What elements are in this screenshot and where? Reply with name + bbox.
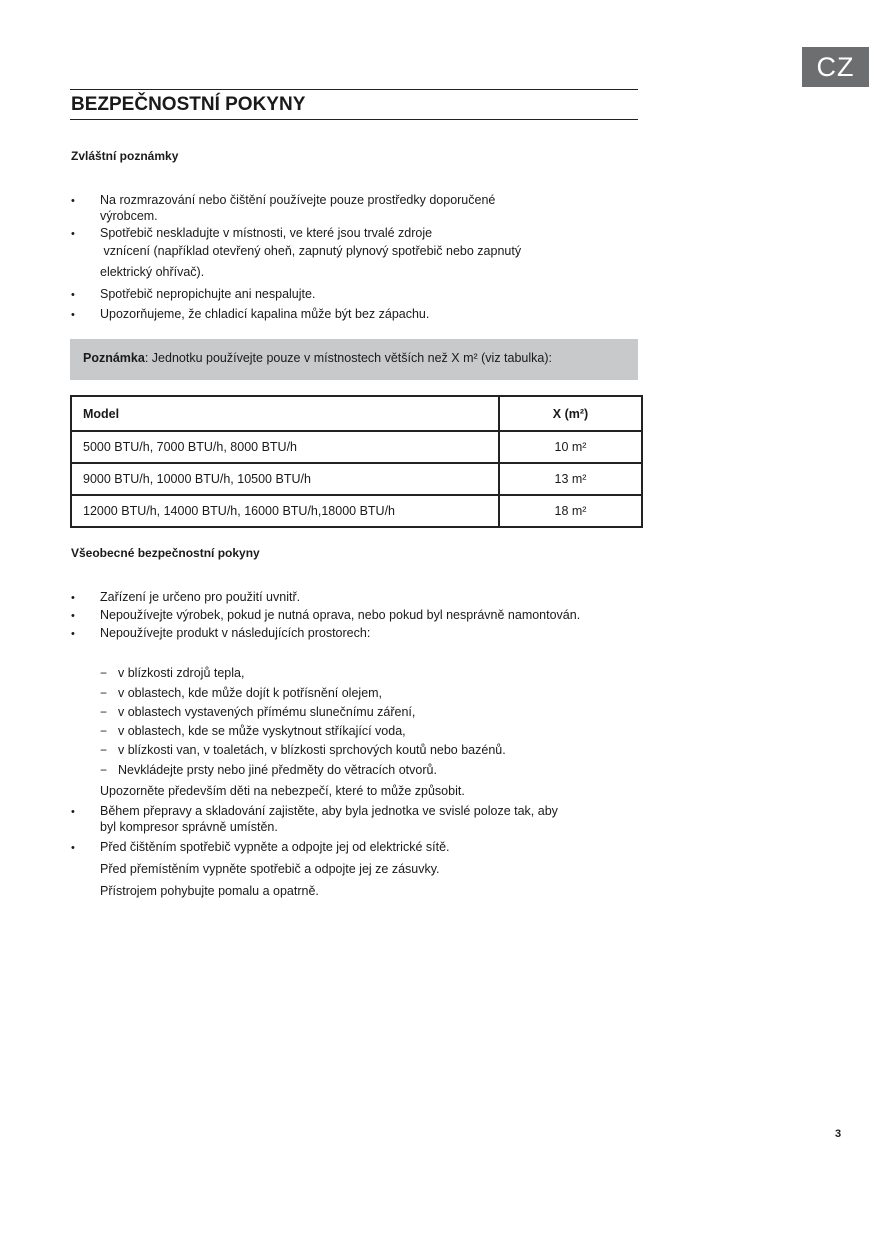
table-cell-area: 13 m² (499, 463, 642, 495)
table-cell-model: 9000 BTU/h, 10000 BTU/h, 10500 BTU/h (71, 463, 499, 495)
title-rule-top (70, 89, 638, 90)
bullet-marker: • (71, 309, 75, 321)
location-item: Nevkládejte prsty nebo jiné předměty do větracích otvorů. (118, 763, 437, 777)
special-item-4: Upozorňujeme, že chladicí kapalina může být bez zápachu. (100, 307, 430, 321)
cleaning-bullet: Před čištěním spotřebič vypněte a odpojte jej od elektrické sítě. (100, 840, 450, 854)
special-item-3: Spotřebič nepropichujte ani nespalujte. (100, 287, 316, 301)
bullet-marker: • (71, 228, 75, 240)
note-box (70, 339, 638, 380)
note-label: Poznámka (83, 351, 145, 365)
table-header-row (71, 396, 642, 431)
special-item-1-line-2: výrobcem. (100, 209, 158, 223)
relocation-line: Před přemístěním vypněte spotřebič a odpojte jej ze zásuvky. (100, 862, 440, 876)
dash-marker: − (100, 686, 108, 700)
general-bullet-2: Nepoužívejte výrobek, pokud je nutná oprava, nebo pokud byl nesprávně namontován. (100, 608, 581, 622)
special-notes-heading: Zvláštní poznámky (71, 149, 179, 163)
transport-line-2: byl kompresor správně umístěn. (100, 820, 278, 834)
table-cell-model: 12000 BTU/h, 14000 BTU/h, 16000 BTU/h,18000 BTU/h (71, 495, 499, 527)
dash-marker: − (100, 763, 108, 777)
dash-marker: − (100, 705, 108, 719)
note-body: : Jednotku používejte pouze v místnostech větších než X m² (viz tabulka): (144, 351, 552, 365)
bullet-marker: • (71, 610, 75, 622)
bullet-marker: • (71, 289, 75, 301)
bullet-marker: • (71, 195, 75, 207)
table-header-model: Model (71, 396, 499, 431)
general-bullet-1: Zařízení je určeno pro použití uvnitř. (100, 590, 301, 604)
bullet-marker: • (71, 842, 75, 854)
children-warning: Upozorněte především děti na nebezpečí, které to může způsobit. (100, 784, 465, 798)
note-text (83, 350, 552, 366)
table-header-area: X (m²) (499, 396, 642, 431)
table-row (71, 431, 642, 463)
special-item-2-line-1: Spotřebič neskladujte v místnosti, ve které jsou trvalé zdroje (100, 226, 433, 240)
location-item: v oblastech, kde se může vyskytnout stříkající voda, (118, 724, 406, 738)
special-item-2-line-2: vznícení (například otevřený oheň, zapnutý plynový spotřebič nebo zapnutý (100, 244, 522, 258)
table-cell-model: 5000 BTU/h, 7000 BTU/h, 8000 BTU/h (71, 431, 499, 463)
general-safety-heading: Všeobecné bezpečnostní pokyny (71, 546, 260, 560)
dash-marker: − (100, 724, 108, 738)
bullet-marker: • (71, 806, 75, 818)
table-cell-area: 18 m² (499, 495, 642, 527)
dash-marker: − (100, 743, 108, 757)
table-cell-area: 10 m² (499, 431, 642, 463)
title-rule-bottom (70, 119, 638, 120)
page-number: 3 (835, 1128, 842, 1140)
location-item: v blízkosti zdrojů tepla, (118, 666, 245, 680)
move-slowly-line: Přístrojem pohybujte pomalu a opatrně. (100, 884, 319, 898)
special-item-2-line-3: elektrický ohřívač). (100, 265, 205, 279)
bullet-marker: • (71, 628, 75, 640)
page-title: BEZPEČNOSTNÍ POKYNY (71, 94, 306, 115)
location-item: v blízkosti van, v toaletách, v blízkosti sprchových koutů nebo bazénů. (118, 743, 506, 757)
location-item: v oblastech, kde může dojít k potřísnění olejem, (118, 686, 383, 700)
special-item-1-line-1: Na rozmrazování nebo čištění používejte pouze prostředky doporučené (100, 193, 496, 207)
general-bullet-3: Nepoužívejte produkt v následujících prostorech: (100, 626, 371, 640)
transport-line-1: Během přepravy a skladování zajistěte, aby byla jednotka ve svislé poloze tak, aby (100, 804, 558, 818)
language-tab: CZ (802, 47, 869, 87)
room-size-table (70, 395, 643, 528)
location-item: v oblastech vystavených přímému slunečnímu záření, (118, 705, 416, 719)
dash-marker: − (100, 666, 108, 680)
table-row (71, 463, 642, 495)
bullet-marker: • (71, 592, 75, 604)
table-row (71, 495, 642, 527)
